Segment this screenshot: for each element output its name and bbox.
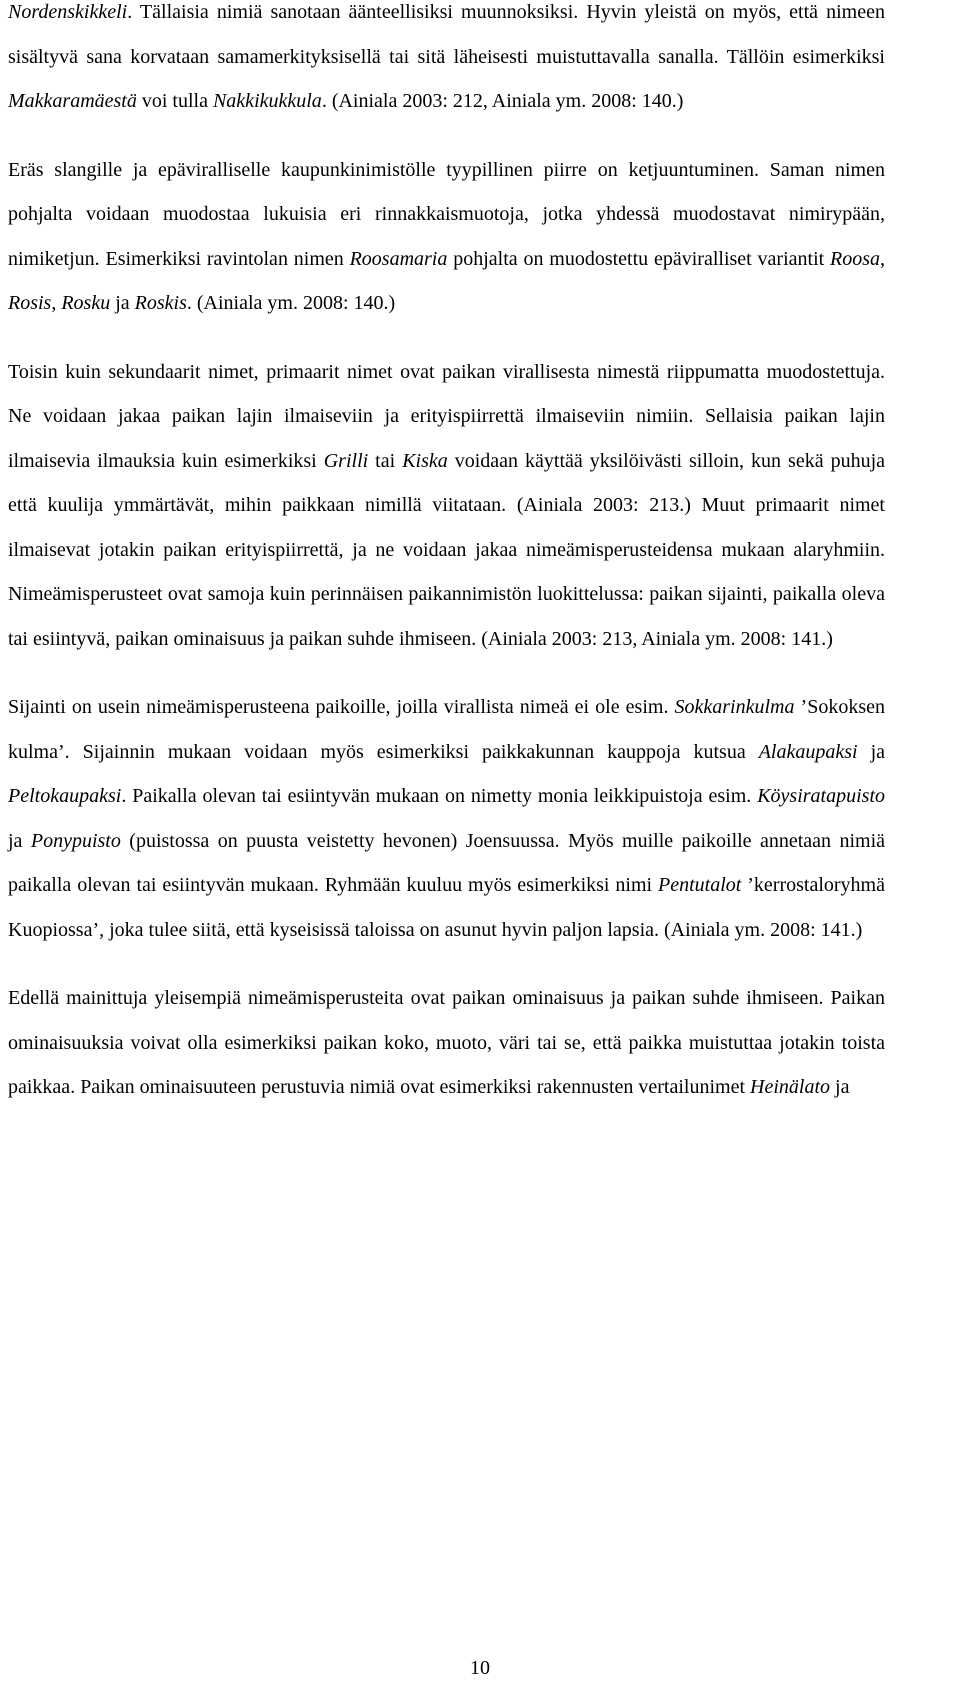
italic-term: Roosa	[830, 247, 881, 270]
italic-term: Makkaramäestä	[8, 90, 137, 112]
italic-term: Roosamaria	[349, 247, 448, 270]
text-run: ja	[8, 829, 31, 852]
text-run: ,	[880, 247, 886, 270]
italic-term: Nakkikukkula	[212, 90, 322, 112]
text-run: voidaan käyttää yksilöivästi silloin, kun sekä puhuja että kuulija ymmärtävät, mihin paikkaan nimillä viitataan. (Ainiala 2003: 213.) Muut primaarit nimet ilmaisevat jotakin paikan erityispiirrettä, ja ne voidaan jakaa nimeämisperusteidensa mukaan alaryhmiin. Nimeämisperusteet ovat samoja kuin perinnäisen paikannimistön luokittelussa: paikan sijainti, paikalla oleva tai esiintyvä, paikan ominaisuus ja paikan suhde ihmiseen. (Ainiala 2003: 213, Ainiala ym. 2008: 141.)	[8, 449, 886, 650]
italic-term: Grilli	[323, 449, 369, 472]
italic-term: Ponypuisto	[30, 829, 121, 852]
italic-term: Rosku	[61, 292, 111, 314]
italic-term: Pentutalot	[658, 874, 742, 896]
text-run: ja	[110, 292, 135, 314]
italic-term: Köysiratapuisto	[757, 785, 885, 807]
text-run: ,	[51, 292, 62, 314]
paragraph	[8, 685, 885, 952]
page-number: 10	[470, 1657, 490, 1679]
text-run: Toisin kuin sekundaarit nimet, primaarit nimet ovat paikan virallisesta nimestä riippumatta muodostettuja. Ne voidaan jakaa paikan lajin ilmaiseviin ja erityispiirrettä ilmaiseviin nimiin. Sellaisia paikan lajin ilmaisevia ilmauksia kuin esimerkiksi	[8, 360, 885, 472]
text-run: ’kerrostaloryhmä Kuopiossa’, joka tulee siitä, että kyseisissä taloissa on asunut hyvin paljon lapsia. (Ainiala ym. 2008: 141.)	[8, 874, 885, 941]
text-run: . (Ainiala ym. 2008: 140.)	[186, 292, 396, 314]
text-run: Edellä mainittuja yleisempiä nimeämisperusteita ovat paikan ominaisuus ja paikan suhde ihmiseen. Paikan ominaisuuksia voivat olla esimerkiksi paikan koko, muoto, väri tai se, että paikka muistuttaa jotakin toista paikkaa. Paikan ominaisuuteen perustuvia nimiä ovat esimerkiksi rakennusten vertailunimet	[8, 987, 885, 1098]
text-run: Eräs slangille ja epäviralliselle kaupunkinimistölle tyypillinen piirre on ketjuuntuminen. Saman nimen pohjalta voidaan muodostaa lukuisia eri rinnakkaismuotoja, jotka yhdessä muodostavat nimirypään, nimiketjun. Esimerkiksi ravintolan nimen	[8, 158, 885, 270]
text-run: tai	[368, 449, 403, 472]
text-run: ’Sokoksen kulma’. Sijainnin mukaan voidaan myös esimerkiksi paikkakunnan kauppoja kutsua	[8, 696, 886, 763]
document-body	[8, 0, 885, 1110]
paragraph	[8, 0, 885, 124]
text-run: (puistossa on puusta veistetty hevonen) Joensuussa. Myös muille paikoille annetaan nimiä paikalla olevan tai esiintyvän mukaan. Ryhmään kuuluu myös esimerkiksi nimi	[8, 829, 885, 896]
italic-term: Heinälato	[750, 1076, 831, 1098]
text-run: pohjalta on muodostettu epäviralliset variantit	[447, 247, 831, 270]
text-run: ja	[857, 740, 886, 763]
italic-term: Nordenskikkeli	[8, 1, 128, 23]
paragraph	[8, 148, 885, 326]
text-run: ja	[830, 1076, 850, 1098]
italic-term: Roskis	[134, 292, 187, 314]
text-run: . Paikalla olevan tai esiintyvän mukaan on nimetty monia leikkipuistoja esim.	[121, 785, 758, 807]
italic-term: Rosis	[8, 292, 52, 314]
italic-term: Kiska	[402, 449, 448, 472]
paragraph	[8, 350, 885, 662]
paragraph	[8, 976, 885, 1110]
text-run: . (Ainiala 2003: 212, Ainiala ym. 2008: 140.)	[321, 90, 684, 112]
text-run: . Tällaisia nimiä sanotaan äänteellisiksi muunnoksiksi. Hyvin yleistä on myös, että nimeen sisältyvä sana korvataan samamerkityksisellä tai sitä läheisesti muistuttavalla sanalla. Tällöin esimerkiksi	[8, 1, 885, 68]
italic-term: Sokkarinkulma	[674, 696, 795, 718]
text-run: Sijainti on usein nimeämisperusteena paikoille, joilla virallista nimeä ei ole esim.	[8, 696, 675, 718]
document-page	[8, 0, 885, 1110]
italic-term: Peltokaupaksi	[8, 785, 122, 807]
italic-term: Alakaupaksi	[758, 740, 858, 763]
text-run: voi tulla	[136, 90, 213, 112]
